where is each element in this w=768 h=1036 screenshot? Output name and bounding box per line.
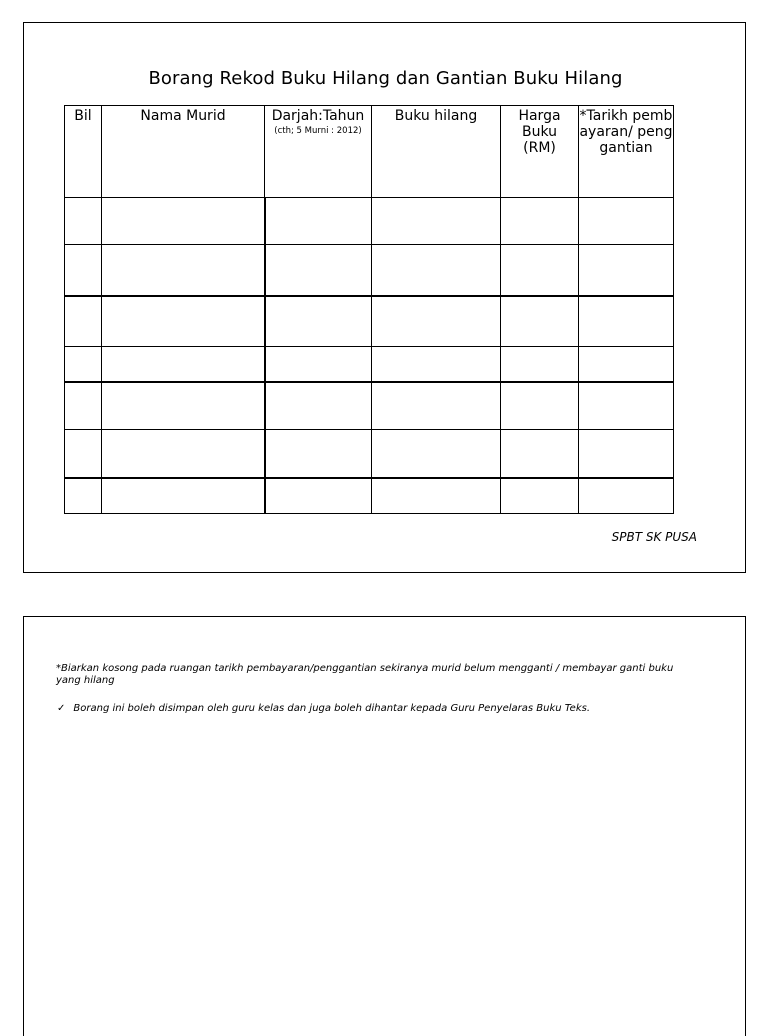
header-nama-murid: Nama Murid <box>102 106 265 198</box>
header-harga-buku: Harga Buku (RM) <box>501 106 579 198</box>
cell-bil <box>65 478 102 514</box>
cell-bil <box>65 198 102 245</box>
cell-tarikh <box>579 245 674 296</box>
table-row <box>65 296 674 347</box>
header-darjah-tahun <box>265 106 372 198</box>
header-bil: Bil <box>65 106 102 198</box>
cell-buku <box>372 478 501 514</box>
header-buku-hilang: Buku hilang <box>372 106 501 198</box>
cell-tarikh <box>579 478 674 514</box>
cell-bil <box>65 430 102 478</box>
table-header-row <box>65 106 674 198</box>
checkmark-icon: ✓ <box>57 703 66 714</box>
cell-darjah <box>265 245 372 296</box>
note-storage-text: Borang ini boleh disimpan oleh guru kelas dan juga boleh dihantar kepada Guru Penyelaras Buku Teks. <box>73 703 590 714</box>
cell-bil <box>65 347 102 382</box>
table-row <box>65 347 674 382</box>
note-blank-date: *Biarkan kosong pada ruangan tarikh pembayaran/penggantian sekiranya murid belum mengganti / membayar ganti buku yang hilang <box>56 663 674 686</box>
footer-school-tag: SPBT SK PUSA <box>611 530 697 544</box>
cell-darjah <box>265 382 372 430</box>
cell-buku <box>372 245 501 296</box>
form-title: Borang Rekod Buku Hilang dan Gantian Buku Hilang <box>148 68 623 89</box>
note-storage <box>56 703 696 715</box>
cell-harga <box>501 245 579 296</box>
header-tarikh: *Tarikh pembayaran/ penggantian <box>579 106 674 198</box>
table-row <box>65 430 674 478</box>
cell-nama <box>102 245 265 296</box>
cell-tarikh <box>579 382 674 430</box>
cell-buku <box>372 382 501 430</box>
cell-darjah <box>265 478 372 514</box>
header-darjah-example: (cth; 5 Murni : 2012) <box>274 126 362 136</box>
header-darjah-label: Darjah:Tahun <box>271 108 365 124</box>
cell-buku <box>372 296 501 347</box>
cell-harga <box>501 347 579 382</box>
cell-harga <box>501 296 579 347</box>
table-row <box>65 478 674 514</box>
cell-darjah <box>265 198 372 245</box>
cell-harga <box>501 478 579 514</box>
cell-harga <box>501 430 579 478</box>
cell-tarikh <box>579 296 674 347</box>
record-table <box>64 105 674 514</box>
cell-tarikh <box>579 347 674 382</box>
cell-tarikh <box>579 198 674 245</box>
cell-nama <box>102 478 265 514</box>
table-row <box>65 382 674 430</box>
cell-buku <box>372 430 501 478</box>
cell-tarikh <box>579 430 674 478</box>
table-row <box>65 198 674 245</box>
cell-nama <box>102 296 265 347</box>
cell-bil <box>65 245 102 296</box>
cell-harga <box>501 382 579 430</box>
cell-harga <box>501 198 579 245</box>
notes-page <box>23 616 746 1036</box>
cell-darjah <box>265 430 372 478</box>
cell-bil <box>65 382 102 430</box>
cell-nama <box>102 198 265 245</box>
cell-bil <box>65 296 102 347</box>
cell-nama <box>102 430 265 478</box>
cell-darjah <box>265 347 372 382</box>
cell-buku <box>372 347 501 382</box>
cell-darjah <box>265 296 372 347</box>
table-row <box>65 245 674 296</box>
cell-buku <box>372 198 501 245</box>
form-page <box>23 22 746 573</box>
cell-nama <box>102 382 265 430</box>
cell-nama <box>102 347 265 382</box>
